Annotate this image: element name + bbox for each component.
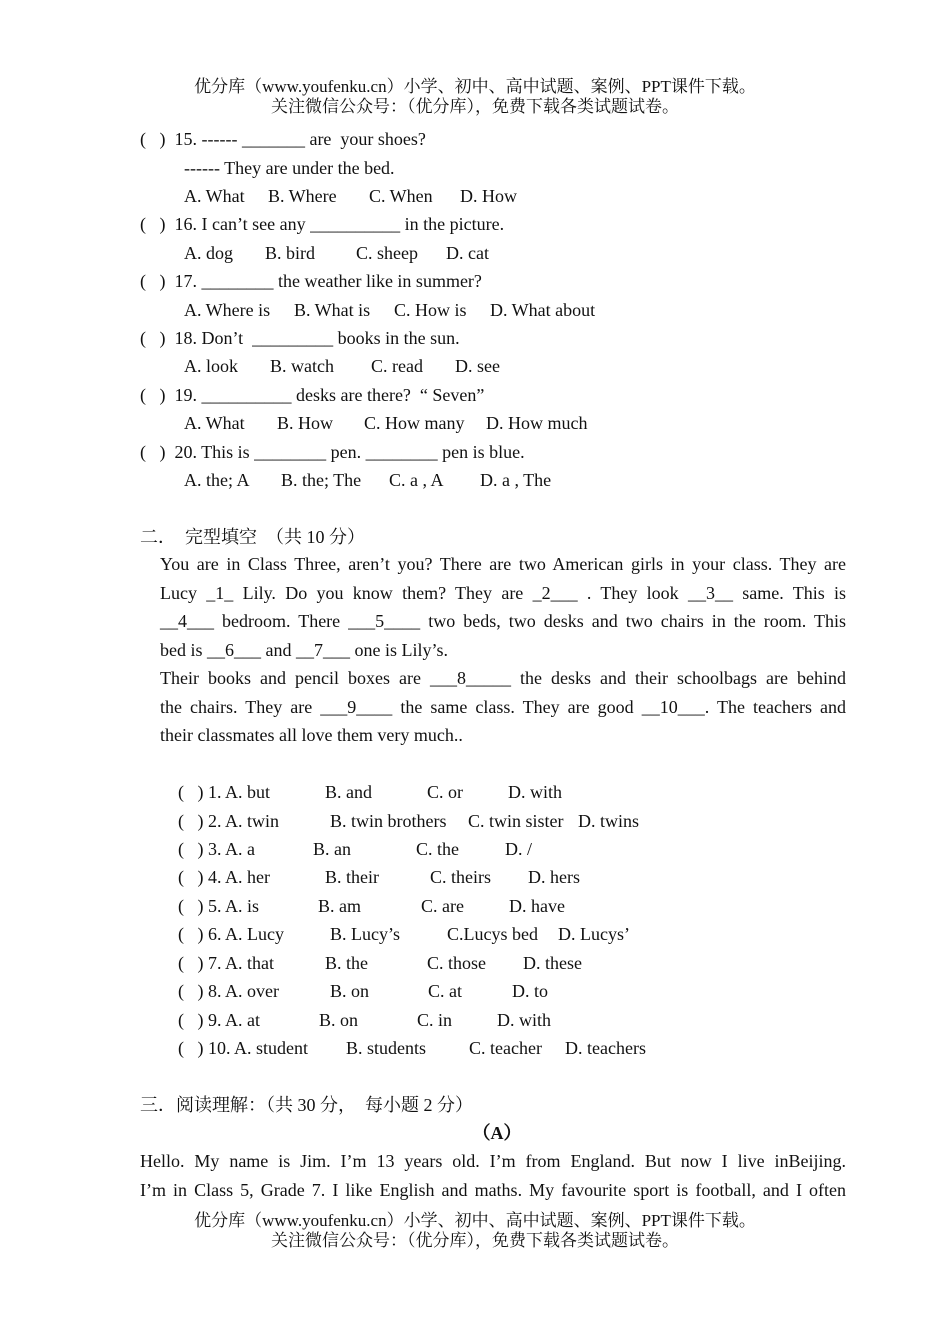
question-num: ( ) 9. A. at: [178, 1010, 260, 1030]
option-d: D. to: [512, 981, 548, 1001]
question-num: ( ) 1. A. but: [178, 782, 270, 802]
cloze-question-7: [0, 952, 950, 974]
option-a: A. dog: [184, 243, 233, 263]
cloze-question-6: [0, 923, 950, 945]
option-b: B. twin brothers: [330, 811, 447, 831]
passage-line: bed is __6___ and __7___ one is Lily’s.: [160, 639, 448, 660]
option-a: A. look: [184, 356, 238, 376]
option-d: D. How much: [486, 413, 588, 433]
option-b: B. How: [277, 413, 334, 433]
option-a: A. What: [184, 413, 245, 433]
option-a: A. Where is: [184, 300, 271, 320]
question-num: ( ) 5. A. is: [178, 896, 259, 916]
cloze-question-3: [0, 838, 950, 860]
cloze-passage: [160, 550, 846, 750]
option-d: D. a , The: [480, 470, 552, 490]
options-row: [0, 469, 950, 491]
option-c: C.Lucys bed: [447, 924, 538, 944]
option-b: B. and: [325, 782, 372, 802]
option-c: C. sheep: [356, 243, 418, 263]
option-c: C. twin sister: [468, 811, 564, 831]
option-c: C. read: [371, 356, 423, 376]
option-d: D. these: [523, 953, 582, 973]
cloze-question-2: [0, 810, 950, 832]
header-line-1: 优分库（www.youfenku.cn）小学、初中、高中试题、案例、PPT课件下载。: [194, 77, 756, 96]
option-b: B. an: [313, 839, 351, 859]
footer-line-2: 关注微信公众号：（优分库），免费下载各类试题试卷。: [271, 1231, 679, 1250]
cloze-question-1: [0, 781, 950, 803]
option-b: B. Lucy’s: [330, 924, 400, 944]
reading-passage-a: [140, 1147, 846, 1204]
option-c: C. at: [428, 981, 462, 1001]
option-d: D. hers: [528, 867, 580, 887]
question-stem: ( ) 15. ------ _______ are your shoes?: [140, 129, 426, 149]
option-c: C. When: [369, 186, 433, 206]
question-num: ( ) 10. A. student: [178, 1038, 308, 1058]
cloze-question-5: [0, 895, 950, 917]
question-stem: ( ) 20. This is ________ pen. ________ pen is blue.: [140, 442, 525, 462]
passage-line: Hello. My name is Jim. I’m 13 years old. I’m from England. But now I live inBeijing.: [140, 1151, 846, 1171]
option-d: D. twins: [578, 811, 640, 831]
question-extra: ------ They are under the bed.: [184, 158, 395, 178]
option-c: C. the: [416, 839, 459, 859]
option-b: B. What is: [294, 300, 371, 320]
option-d: D. How: [460, 186, 517, 206]
question-num: ( ) 3. A. a: [178, 839, 255, 859]
cloze-question-10: [0, 1037, 950, 1059]
passage-a-title: （A）: [472, 1123, 522, 1143]
question-num: ( ) 2. A. twin: [178, 811, 279, 831]
passage-line: the chairs. They are ___9____ the same class. They are good __10___. The teachers and: [160, 696, 846, 717]
option-c: C. or: [427, 782, 463, 802]
question-stem: ( ) 16. I can’t see any __________ in the picture.: [140, 214, 505, 234]
option-d: D. see: [455, 356, 500, 376]
cloze-question-8: [0, 980, 950, 1002]
options-row: [0, 355, 950, 377]
question-num: ( ) 8. A. over: [178, 981, 279, 1001]
option-b: B. on: [330, 981, 370, 1001]
footer-line-1: 优分库（www.youfenku.cn）小学、初中、高中试题、案例、PPT课件下载。: [194, 1211, 756, 1230]
option-d: D. /: [505, 839, 532, 859]
header-line-2: 关注微信公众号：（优分库），免费下载各类试题试卷。: [271, 97, 679, 116]
option-a: A. What: [184, 186, 245, 206]
section-2-title: 二． 完型填空 （共 10 分）: [140, 527, 365, 547]
passage-line: I’m in Class 5, Grade 7. I like English and maths. My favourite sport is football, and I often: [140, 1179, 846, 1200]
option-b: B. the; The: [281, 470, 362, 490]
cloze-question-9: [0, 1009, 950, 1031]
cloze-question-4: [0, 866, 950, 888]
option-d: D. teachers: [565, 1038, 646, 1058]
option-d: D. with: [497, 1010, 551, 1030]
passage-line: their classmates all love them very much..: [160, 725, 463, 745]
option-b: B. the: [325, 953, 368, 973]
question-stem: ( ) 19. __________ desks are there? “ Seven”: [140, 385, 485, 405]
option-c: C. How is: [394, 300, 467, 320]
options-row: [0, 412, 950, 434]
option-b: B. bird: [265, 243, 316, 263]
option-c: C. teacher: [469, 1038, 542, 1058]
options-row: [0, 185, 950, 207]
passage-line: __4___ bedroom. There ___5____ two beds, two desks and two chairs in the room. This: [160, 611, 846, 631]
option-c: C. in: [417, 1010, 453, 1030]
option-b: B. their: [325, 867, 379, 887]
option-c: C. are: [421, 896, 464, 916]
option-a: A. the; A: [184, 470, 250, 490]
question-num: ( ) 6. A. Lucy: [178, 924, 284, 944]
option-c: C. theirs: [430, 867, 491, 887]
option-b: B. students: [346, 1038, 427, 1058]
option-b: B. on: [319, 1010, 359, 1030]
passage-line: Their books and pencil boxes are ___8_____ the desks and their schoolbags are behind: [160, 668, 846, 688]
question-num: ( ) 4. A. her: [178, 867, 270, 887]
question-stem: ( ) 18. Don’t _________ books in the sun.: [140, 328, 460, 348]
option-c: C. a , A: [389, 470, 444, 490]
option-d: D. with: [508, 782, 562, 802]
option-b: B. Where: [268, 186, 337, 206]
section-3-title: 三．阅读理解：（共 30 分， 每小题 2 分）: [140, 1095, 473, 1115]
option-b: B. watch: [270, 356, 334, 376]
option-b: B. am: [318, 896, 361, 916]
question-num: ( ) 7. A. that: [178, 953, 274, 973]
question-stem: ( ) 17. ________ the weather like in summer?: [140, 271, 482, 291]
option-d: D. Lucys’: [558, 924, 630, 944]
option-c: C. those: [427, 953, 487, 973]
option-d: D. What about: [490, 300, 596, 320]
option-c: C. How many: [364, 413, 465, 433]
passage-line: Lucy _1_ Lily. Do you know them? They are _2___ . They look __3__ same. This is: [160, 582, 846, 603]
passage-line: You are in Class Three, aren’t you? There are two American girls in your class. They are: [160, 554, 846, 574]
options-row: [0, 299, 950, 321]
options-row: [0, 242, 950, 264]
option-d: D. have: [509, 896, 565, 916]
option-d: D. cat: [446, 243, 489, 263]
